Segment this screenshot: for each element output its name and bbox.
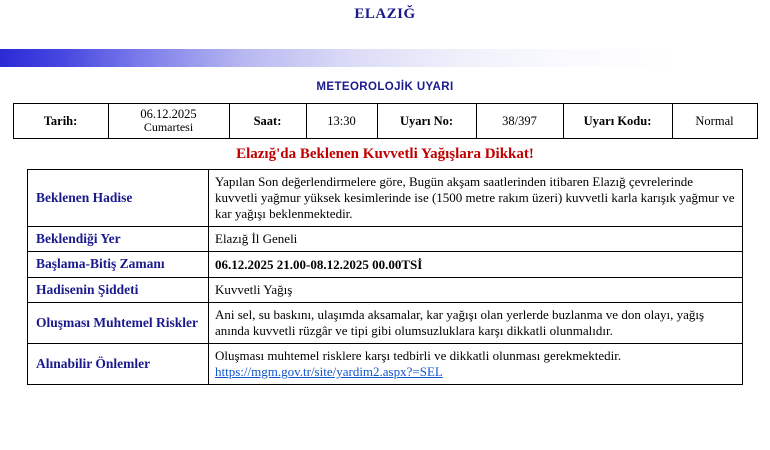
warning-code-value: Normal <box>672 104 757 139</box>
row-value-beklenen-hadise: Yapılan Son değerlendirmelere göre, Bugün akşam saatlerinden itibaren Elazığ çevrelerinde kuvvetli yağmur yüksek kesimlerinde ise (1500 metre rakım üzeri) kuvvetli karla karışık yağmur ve kar yağışı beklenmektedir. <box>209 170 743 227</box>
warning-details-table <box>27 169 743 384</box>
table-row <box>28 303 743 344</box>
row-label-alinabilir-onlemler: Alınabilir Önlemler <box>28 343 209 384</box>
table-row <box>28 277 743 302</box>
row-label-baslama-bitis-zamani: Başlama-Bitiş Zamanı <box>28 252 209 277</box>
row-value-beklendigi-yer: Elazığ İl Geneli <box>209 226 743 251</box>
meteorological-warning-label: METEOROLOJİK UYARI <box>316 81 454 93</box>
date-label: Tarih: <box>13 104 108 139</box>
time-label: Saat: <box>229 104 306 139</box>
row-label-olusmasi-muhtemel-riskler: Oluşması Muhtemel Riskler <box>28 303 209 344</box>
warning-no-value: 38/397 <box>476 104 563 139</box>
decorative-gradient-bar <box>0 49 770 67</box>
row-value-olusmasi-muhtemel-riskler: Ani sel, su baskını, ulaşımda aksamalar, kar yağışı olan yerlerde buzlanma ve don olayı, yağış anında kuvvetli rüzgâr ve tipi gibi olumsuzluklara karşı dikkatli olunmalıdır. <box>209 303 743 344</box>
date-value <box>108 104 229 139</box>
row-label-hadisenin-siddeti: Hadisenin Şiddeti <box>28 277 209 302</box>
measures-text: Oluşması muhtemel risklere karşı tedbirli ve dikkatli olunması gerekmektedir. <box>215 347 622 363</box>
table-row <box>28 252 743 277</box>
date-value-date: 06.12.2025 <box>140 107 197 121</box>
table-row <box>28 343 743 384</box>
warning-code-label: Uyarı Kodu: <box>563 104 672 139</box>
row-value-alinabilir-onlemler <box>209 343 743 384</box>
time-value: 13:30 <box>306 104 377 139</box>
warning-no-label: Uyarı No: <box>377 104 476 139</box>
warning-info-table <box>13 103 758 139</box>
date-value-day: Cumartesi <box>143 120 194 135</box>
table-row <box>28 226 743 251</box>
row-label-beklendigi-yer: Beklendiği Yer <box>28 226 209 251</box>
row-value-baslama-bitis-zamani: 06.12.2025 21.00-08.12.2025 00.00TSİ <box>209 252 743 277</box>
table-row <box>13 104 757 139</box>
row-value-hadisenin-siddeti: Kuvvetli Yağış <box>209 277 743 302</box>
headline-text: Elazığ'da Beklenen Kuvvetli Yağışlara Dikkat! <box>236 146 534 163</box>
table-row <box>28 170 743 227</box>
page-title: ELAZIĞ <box>354 6 416 22</box>
measures-link[interactable]: https://mgm.gov.tr/site/yardim2.aspx?=SEL <box>215 363 443 379</box>
row-label-beklenen-hadise: Beklenen Hadise <box>28 170 209 227</box>
